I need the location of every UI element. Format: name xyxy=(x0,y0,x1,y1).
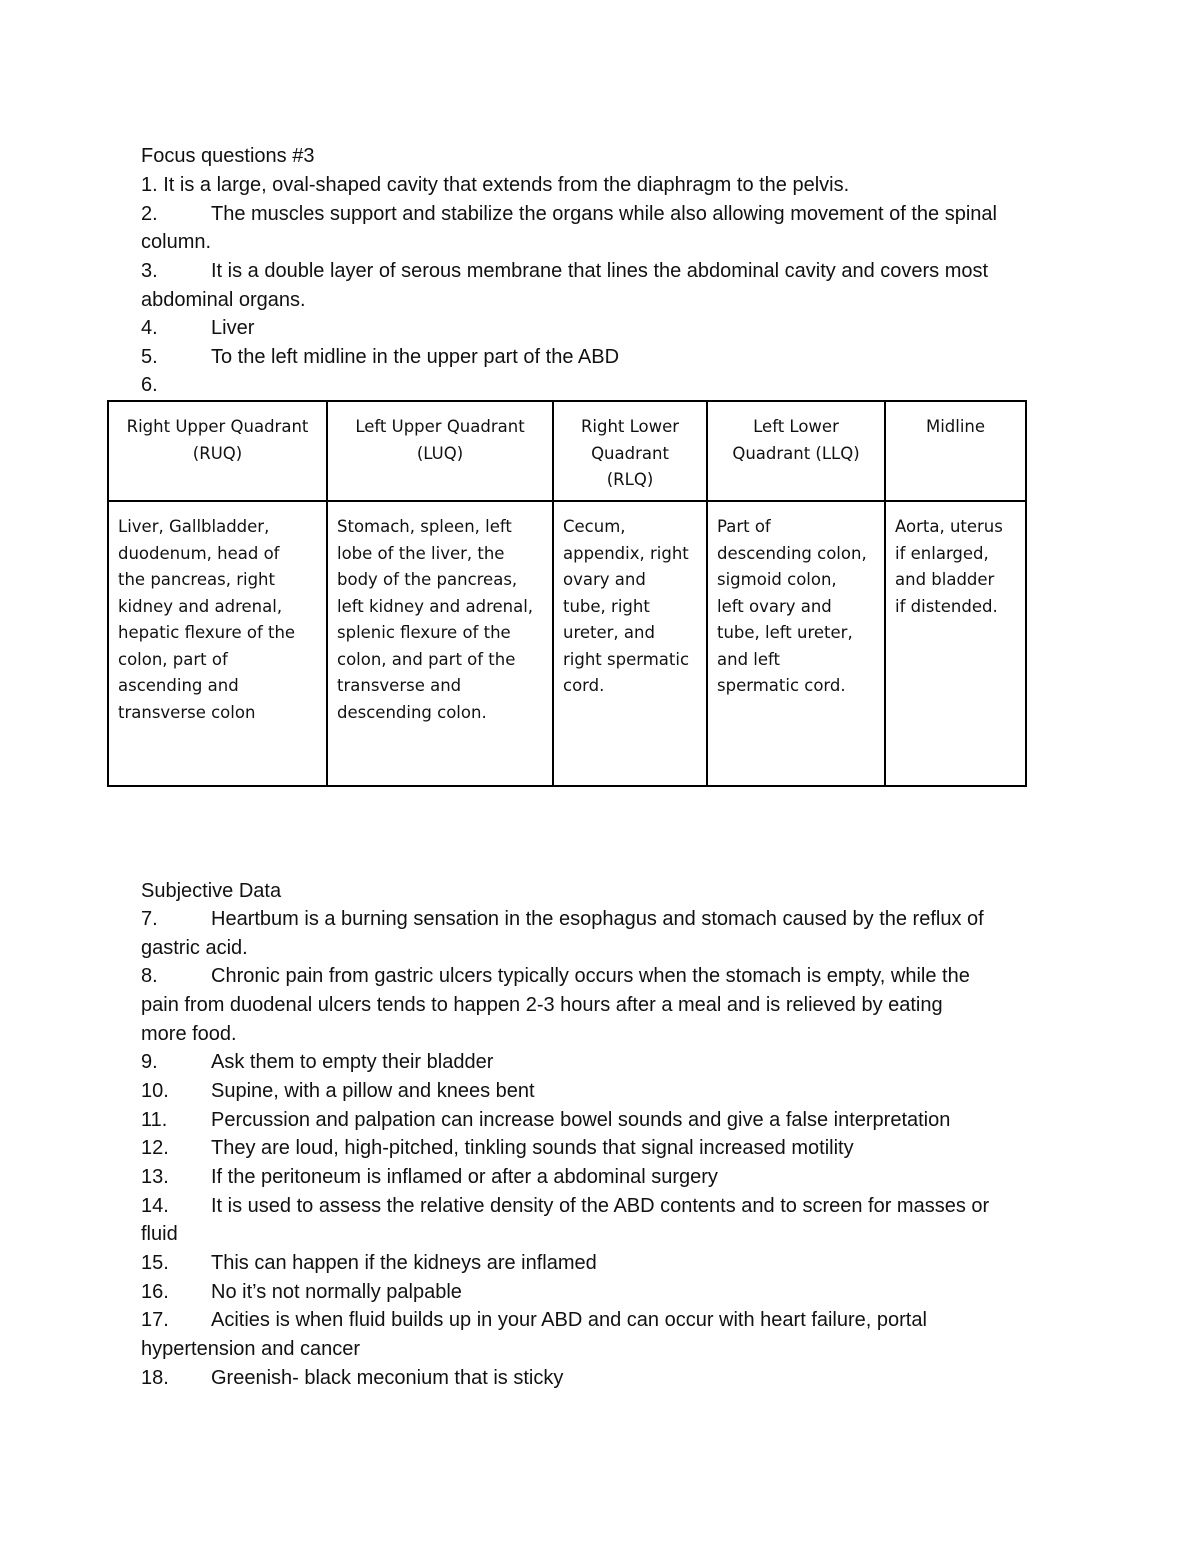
cell-line: splenic flexure of the xyxy=(337,623,511,642)
cell-line: transverse colon xyxy=(118,702,256,722)
header-line: Right Lower xyxy=(580,417,680,436)
item-text: Chronic pain from gastric ulcers typically occurs when the stomach is empty, while the xyxy=(211,965,970,987)
focus-item-2-continued: column. xyxy=(141,231,212,253)
cell-line: kidney and adrenal, xyxy=(118,596,283,616)
subjective-item-7-continued: gastric acid. xyxy=(141,937,248,959)
item-number: 12. xyxy=(141,1137,169,1159)
subjective-item-9 xyxy=(141,1048,493,1076)
cell-line: Liver, Gallbladder, xyxy=(118,517,270,536)
cell-line: left kidney and adrenal, xyxy=(337,596,534,616)
cell-ruq-organs xyxy=(108,501,327,786)
focus-item-3-continued: abdominal organs. xyxy=(141,289,306,311)
cell-llq-organs xyxy=(707,501,885,786)
subjective-item-17-continued: hypertension and cancer xyxy=(141,1338,361,1360)
item-number: 16. xyxy=(141,1281,169,1303)
cell-line: and bladder xyxy=(895,570,995,589)
item-number: 18. xyxy=(141,1367,169,1389)
item-text: Percussion and palpation can increase bowel sounds and give a false interpretation xyxy=(211,1109,951,1131)
subjective-item-8 xyxy=(141,962,970,990)
cell-line: appendix, right xyxy=(563,543,689,563)
item-number: 15. xyxy=(141,1252,169,1274)
cell-line: lobe of the liver, the xyxy=(337,543,505,563)
cell-line: ureter, and xyxy=(563,623,655,642)
subjective-item-14-continued: fluid xyxy=(141,1223,178,1245)
item-number: 3. xyxy=(141,260,158,282)
cell-rlq-organs xyxy=(553,501,707,786)
subjective-item-11 xyxy=(141,1106,950,1134)
focus-item-1 xyxy=(141,171,849,199)
item-number: 5. xyxy=(141,346,158,368)
item-number: 11. xyxy=(141,1109,168,1131)
subjective-item-14 xyxy=(141,1192,989,1220)
cell-line: descending colon, xyxy=(717,543,867,563)
cell-line: hepatic flexure of the xyxy=(118,623,296,642)
cell-line: Stomach, spleen, left xyxy=(337,517,512,536)
cell-line: left ovary and xyxy=(717,596,832,616)
item-number: 6. xyxy=(141,374,158,396)
focus-item-6 xyxy=(141,371,211,399)
cell-luq-organs xyxy=(327,501,553,786)
header-midline xyxy=(885,401,1026,501)
cell-line: duodenum, head of xyxy=(118,543,280,563)
cell-line: tube, right xyxy=(563,596,650,616)
item-text: If the peritoneum is inflamed or after a abdominal surgery xyxy=(211,1166,718,1188)
cell-line: Part of xyxy=(717,517,771,536)
cell-line: cord. xyxy=(563,676,605,695)
header-ruq xyxy=(108,401,327,501)
cell-line: Cecum, xyxy=(563,517,626,536)
header-line: (LUQ) xyxy=(416,443,464,463)
item-text: Liver xyxy=(211,317,255,339)
subjective-item-12 xyxy=(141,1134,854,1162)
cell-line: body of the pancreas, xyxy=(337,570,518,589)
subjective-item-16 xyxy=(141,1278,462,1306)
item-number: 10. xyxy=(141,1080,169,1102)
item-text: No it’s not normally palpable xyxy=(211,1281,462,1303)
cell-line: if enlarged, xyxy=(895,543,989,563)
subjective-item-13 xyxy=(141,1163,718,1191)
header-line: Midline xyxy=(925,417,986,436)
cell-line: ovary and xyxy=(563,570,646,589)
header-line: Quadrant xyxy=(591,443,669,463)
cell-midline-organs xyxy=(885,501,1026,786)
subjective-item-8-continued-2: more food. xyxy=(141,1023,237,1045)
cell-line: sigmoid colon, xyxy=(717,570,837,589)
cell-line: descending colon. xyxy=(337,702,487,722)
item-number: 8. xyxy=(141,965,158,987)
item-text: Supine, with a pillow and knees bent xyxy=(211,1080,535,1102)
focus-title: Focus questions #3 xyxy=(141,145,315,167)
subjective-item-10 xyxy=(141,1077,535,1105)
focus-item-3 xyxy=(141,257,988,285)
item-text: Heartbum is a burning sensation in the esophagus and stomach caused by the reflux of xyxy=(211,908,984,930)
header-line: Left Upper Quadrant xyxy=(355,417,525,436)
header-line: (RLQ) xyxy=(606,470,654,489)
cell-line: if distended. xyxy=(895,596,998,616)
focus-item-4 xyxy=(141,314,254,342)
item-number: 7. xyxy=(141,908,158,930)
header-rlq xyxy=(553,401,707,501)
item-number: 14. xyxy=(141,1195,169,1217)
item-text: It is a double layer of serous membrane that lines the abdominal cavity and covers most xyxy=(211,260,989,282)
subjective-item-8-continued: pain from duodenal ulcers tends to happen 2-3 hours after a meal and is relieved by eating xyxy=(141,994,943,1016)
item-text: They are loud, high-pitched, tinkling sounds that signal increased motility xyxy=(211,1137,854,1159)
header-llq xyxy=(707,401,885,501)
header-line: Left Lower xyxy=(753,417,839,436)
item-text: It is a large, oval-shaped cavity that extends from the diaphragm to the pelvis. xyxy=(163,174,850,196)
item-text: Ask them to empty their bladder xyxy=(211,1051,494,1073)
table-row xyxy=(108,501,1026,786)
item-text: Acities is when fluid builds up in your ABD and can occur with heart failure, portal xyxy=(211,1309,927,1331)
cell-line: the pancreas, right xyxy=(118,570,275,589)
item-number: 2. xyxy=(141,203,158,225)
subjective-item-15 xyxy=(141,1249,597,1277)
item-text: It is used to assess the relative density of the ABD contents and to screen for masses or xyxy=(211,1195,990,1217)
item-text: This can happen if the kidneys are inflamed xyxy=(211,1252,597,1274)
header-line: Right Upper Quadrant xyxy=(126,417,309,436)
table-header-row xyxy=(108,401,1026,501)
cell-line: colon, and part of the xyxy=(337,649,516,669)
cell-line: Aorta, uterus xyxy=(895,517,1003,536)
item-number: 4. xyxy=(141,317,158,339)
item-number: 9. xyxy=(141,1051,158,1073)
subjective-item-7 xyxy=(141,905,984,933)
item-text: To the left midline in the upper part of the ABD xyxy=(211,346,620,368)
cell-line: spermatic cord. xyxy=(717,676,846,695)
focus-item-2 xyxy=(141,200,997,228)
subjective-title: Subjective Data xyxy=(141,880,282,902)
item-text: The muscles support and stabilize the organs while also allowing movement of the spinal xyxy=(211,203,997,225)
subjective-item-17 xyxy=(141,1306,927,1334)
cell-line: and left xyxy=(717,649,781,669)
focus-item-5 xyxy=(141,343,619,371)
cell-line: colon, part of xyxy=(118,649,228,669)
item-number: 1. xyxy=(141,174,158,196)
item-text: Greenish- black meconium that is sticky xyxy=(211,1367,564,1389)
header-line: Quadrant (LLQ) xyxy=(732,443,860,463)
cell-line: ascending and xyxy=(118,676,239,695)
subjective-item-18 xyxy=(141,1364,563,1392)
cell-line: right spermatic xyxy=(563,649,690,669)
header-line: (RUQ) xyxy=(192,443,243,463)
item-number: 13. xyxy=(141,1166,169,1188)
item-number: 17. xyxy=(141,1309,169,1331)
header-luq xyxy=(327,401,553,501)
cell-line: transverse and xyxy=(337,676,462,695)
cell-line: tube, left ureter, xyxy=(717,623,853,642)
abdominal-quadrants-table xyxy=(107,400,1027,787)
